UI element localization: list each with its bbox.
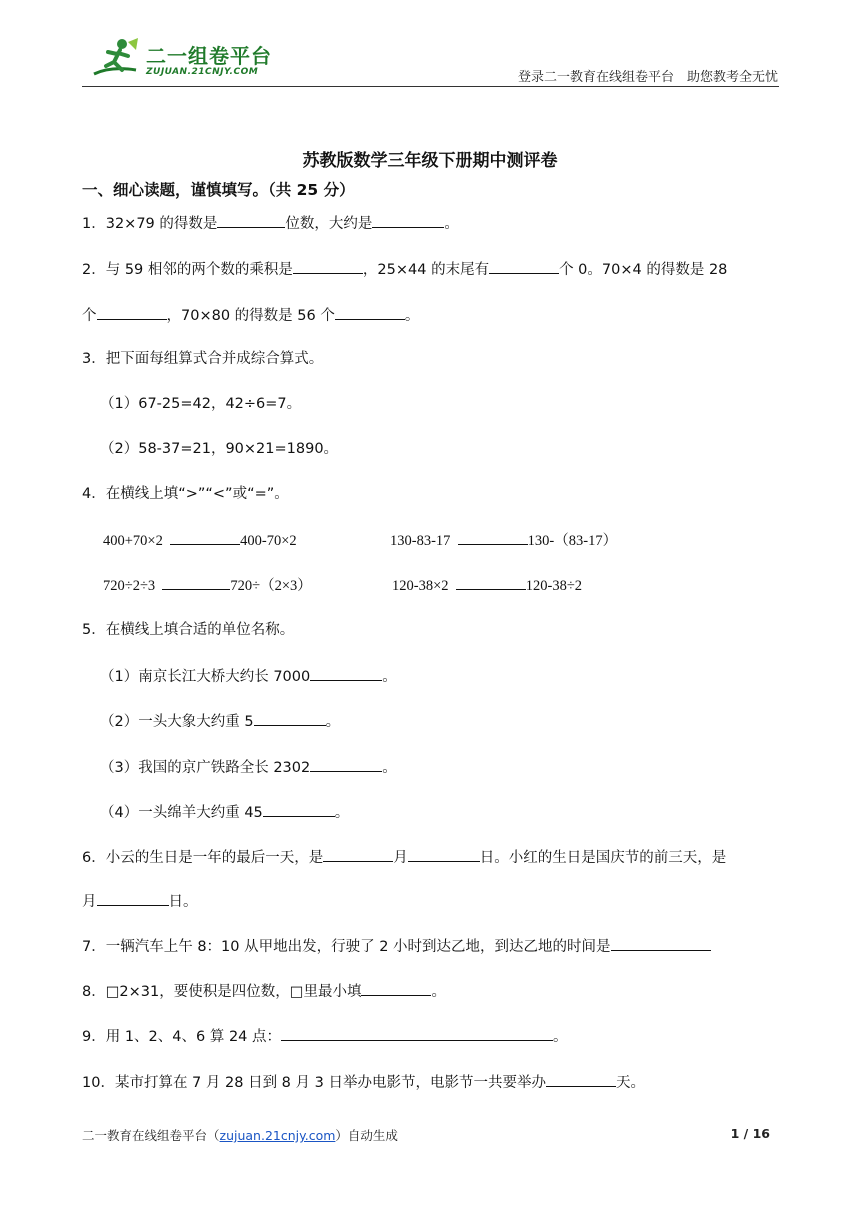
- question-text: 。: [404, 308, 420, 324]
- expression: 400-70×2: [240, 533, 297, 549]
- question-6-cont: [82, 890, 198, 912]
- answer-blank[interactable]: [489, 258, 559, 274]
- question-text: 。: [325, 714, 341, 730]
- question-7: [82, 935, 711, 957]
- answer-blank[interactable]: [372, 212, 444, 228]
- answer-blank[interactable]: [310, 665, 382, 681]
- question-text: 。: [334, 805, 350, 821]
- answer-blank[interactable]: [323, 846, 393, 862]
- answer-blank[interactable]: [254, 710, 326, 726]
- footer-text: 二一教育在线组卷平台（: [82, 1128, 220, 1143]
- answer-blank[interactable]: [456, 574, 526, 590]
- answer-blank[interactable]: [162, 574, 230, 590]
- footer-link[interactable]: zujuan.21cnjy.com: [219, 1128, 336, 1143]
- question-text: 7．一辆汽车上午 8：10 从甲地出发，行驶了 2 小时到达乙地，到达乙地的时间是: [82, 939, 611, 955]
- answer-blank[interactable]: [263, 801, 335, 817]
- footer-source: [82, 1126, 398, 1144]
- question-4: 4．在横线上填“>”“<”或“=”。: [82, 486, 289, 502]
- question-5-part-3: [100, 756, 397, 778]
- question-text: 。: [382, 760, 397, 776]
- answer-blank[interactable]: [361, 980, 431, 996]
- question-9: [82, 1025, 568, 1047]
- answer-blank[interactable]: [310, 756, 382, 772]
- answer-blank[interactable]: [408, 846, 480, 862]
- question-5: 5．在横线上填合适的单位名称。: [82, 622, 295, 638]
- question-3-part-1: （1）67-25=42，42÷6=7。: [100, 396, 302, 412]
- expression: 400+70×2: [103, 533, 163, 549]
- question-text: 1．32×79 的得数是: [82, 216, 218, 232]
- compare-row-2-right: [392, 574, 582, 596]
- question-text: （3）我国的京广铁路全长 2302: [100, 760, 311, 776]
- header-divider: [82, 86, 779, 87]
- expression: 120-38÷2: [525, 578, 583, 594]
- question-8: [82, 980, 446, 1002]
- question-text: 月: [393, 850, 408, 866]
- logo-name: 二一组卷平台: [146, 44, 272, 68]
- question-10: [82, 1071, 645, 1093]
- answer-blank[interactable]: [217, 212, 285, 228]
- logo-url: ZUJUAN.21CNJY.COM: [146, 67, 259, 77]
- question-text: （1）南京长江大桥大约长 7000: [100, 669, 311, 685]
- question-6: [82, 846, 726, 868]
- answer-blank[interactable]: [97, 304, 167, 320]
- question-text: 6．小云的生日是一年的最后一天，是: [82, 850, 324, 866]
- compare-row-2-left: [103, 574, 312, 596]
- expression: 130-（83-17）: [527, 533, 618, 549]
- question-text: ，25×44 的末尾有: [362, 262, 490, 278]
- question-5-part-1: [100, 665, 397, 687]
- question-5-part-2: [100, 710, 340, 732]
- question-text: 。: [382, 669, 397, 685]
- compare-row-1-left: [103, 529, 297, 551]
- question-text: ，70×80 的得数是 56 个: [166, 308, 335, 324]
- answer-blank[interactable]: [170, 529, 240, 545]
- question-1: [82, 212, 459, 234]
- logo: [86, 36, 286, 84]
- expression: 130-83-17: [390, 533, 451, 549]
- question-text: 月: [82, 894, 97, 910]
- page-number: 1 / 16: [730, 1126, 770, 1141]
- question-text: （4）一头绵羊大约重 45: [100, 805, 263, 821]
- question-text: 2．与 59 相邻的两个数的乘积是: [82, 262, 293, 278]
- runner-logo-icon: [86, 36, 144, 82]
- answer-blank[interactable]: [458, 529, 528, 545]
- question-text: 9．用 1、2、4、6 算 24 点：: [82, 1029, 282, 1045]
- expression: 120-38×2: [392, 578, 449, 594]
- question-text: 天。: [615, 1075, 645, 1091]
- expression: 720÷（2×3）: [230, 578, 312, 594]
- question-text: 位数，大约是: [285, 216, 373, 232]
- question-5-part-4: [100, 801, 349, 823]
- answer-blank[interactable]: [281, 1025, 553, 1041]
- question-text: 。: [553, 1029, 568, 1045]
- question-text: 日。: [168, 894, 198, 910]
- question-text: （2）一头大象大约重 5: [100, 714, 254, 730]
- answer-blank[interactable]: [546, 1071, 616, 1087]
- question-text: 个: [82, 308, 97, 324]
- question-text: 8．□2×31，要使积是四位数，□里最小填: [82, 984, 362, 1000]
- answer-blank[interactable]: [335, 304, 405, 320]
- question-text: 。: [431, 984, 446, 1000]
- question-text: 。: [444, 216, 459, 232]
- page-title: 苏教版数学三年级下册期中测评卷: [302, 151, 558, 171]
- question-3: 3．把下面每组算式合并成综合算式。: [82, 351, 324, 367]
- answer-blank[interactable]: [97, 890, 169, 906]
- question-text: 日。小红的生日是国庆节的前三天，是: [479, 850, 727, 866]
- section-heading: 一、细心读题，谨慎填写。（共 25 分）: [82, 181, 355, 199]
- answer-blank[interactable]: [293, 258, 363, 274]
- question-text: 个 0。70×4 的得数是 28: [559, 262, 728, 278]
- footer-text: ）自动生成: [335, 1128, 398, 1143]
- question-3-part-2: （2）58-37=21，90×21=1890。: [100, 441, 339, 457]
- header-slogan: 登录二一教育在线组卷平台 助您教考全无忧: [517, 70, 778, 85]
- question-2-cont: [82, 304, 419, 326]
- expression: 720÷2÷3: [103, 578, 156, 594]
- question-2: [82, 258, 727, 280]
- answer-blank[interactable]: [611, 935, 711, 951]
- question-text: 10．某市打算在 7 月 28 日到 8 月 3 日举办电影节，电影节一共要举办: [82, 1075, 546, 1091]
- compare-row-1-right: [390, 529, 617, 551]
